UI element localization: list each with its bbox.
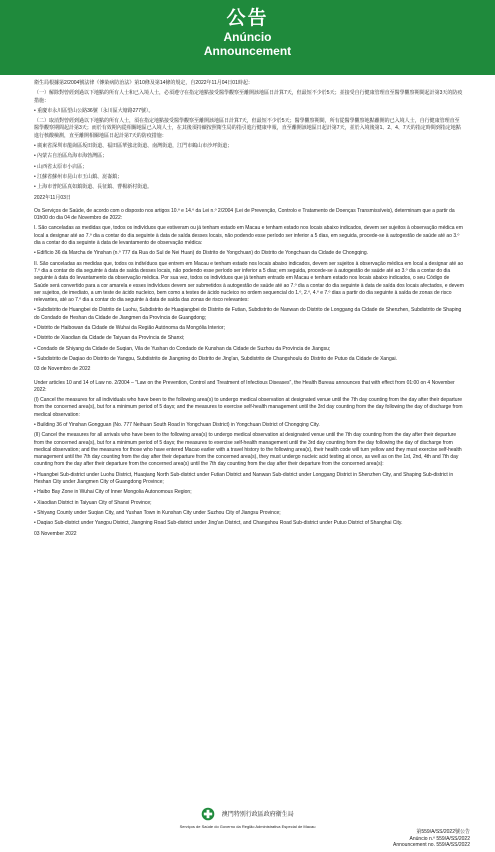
reference-portuguese: Anúncio n.º 559/A/SS/2022 (409, 835, 470, 842)
issuer-name-chinese: 澳門特別行政區政府衛生局 (221, 811, 294, 819)
zh-date: 2022年11月03日 (34, 194, 71, 201)
reference-english: Announcement no. 559/A/SS/2022 (392, 842, 470, 848)
zh-bullet-2: • 廣東省深圳市龍崗區坂田街道、福田區華強北街道、南灣街道，江門市鶴山市沙坪街道； (34, 143, 233, 150)
announcement-body (34, 80, 464, 544)
zh-bullet-3: • 內蒙古自治區烏海市海勃灣區； (34, 153, 108, 160)
pt-bullet-6: • Subdistrito de Daqiao do Distrito de Yangpu, Subdistrito de Jiangning do Distrito de Jing'an, Subdistrito de Changshoulu do Distrito de Putuo da Cidade de Xangai. (34, 355, 398, 362)
en-bullet-4: • Xiaodian District in Taiyuan City of Shanxi Province; (34, 499, 152, 506)
title-english: Announcement (203, 44, 292, 58)
en-paragraph-1: (I) Cancel the measures for all individuals who have been to the following area(s) to undergo medical observation at designated venue until the 7th day counting from the day after their departure from the concerned area(s), but for a minimum period of 5 days; and the measures to exercise self-health management until the 3rd day counting from the day following the day of discharge from medical observation: (34, 397, 463, 418)
en-intro: Under articles 10 and 14 of Law no. 2/2004 – "Law on the Prevention, Control and Treatment of Infectious Diseases", the Health Bureau announces that with effect from 01:00 on 4 November 2022: (34, 379, 455, 393)
en-bullet-5: • Shiyang County under Suqian City, and Yushan Town in Kunshan City under Suzhou City of Jiangsu Province; (34, 509, 281, 516)
zh-paragraph-2: （二）取消對曾經到過以下地點的所有人士，須在指定地點接受醫學觀察至離開該地區日計算7天，但最短不少於5天；醫學觀察期間，所有從醫學觀察地點離開的已入境人士，自行健康管理直至醫學觀察期間起計第3天；而於有效期內從相關地區已入境人士，在其後須持續按照衛生局的指引進行健康申報，直至離開該地區日起計第7天，並於入境後第1、2、4、7天的指定時間到指定地點進行核酸檢測，直至離開相關地區日起計第7天的防疫措施： (34, 118, 461, 139)
zh-paragraph-1: （一）解除對曾經到過以下地點的所有人士和已入境人士，必須遵守在指定地點接受醫學觀察至離開該地區日計算7天，但最短不少於5天；並接受自行健康管理直至醫學觀察期間起計第3天的防疫措施： (34, 90, 463, 104)
pt-paragraph-2: II. São canceladas as medidas que, todos os indivíduos que entrem em Macau e tenham estado nos locais abaixo indicados, devem ser sujeitos à observação médica em local a designar até ao 7.º dia a contar do dia seguinte à data de saída desses locais, não podendo esse período ser inferior a 5 dias; em seguida, procede-se à autogestão de saúde até ao 3.º dia a contar do dia seguinte à data do levantamento da observação médica. Por sua vez, todos os indivíduos que já tenham entrado em Macau e tenham estado nos locais abaixo indicados, o seu Código de Saúde será convertido para a cor amarela e esses indivíduos devem ser submetidos à autogestão de saúde até ao 7.º dia a contar do dia seguinte à data de saída dos locais afectados, e devem ser sujeitos, de imediato, a um teste de ácido nucleico, bem como a testes de ácido nucleico no ordem sequencial do 1.º, 2.º, 4.º e 7.º dias a partir do dia seguinte à saída de zonas de risco relevantes, até ao 7.º dia a contar do dia seguinte à data de saída das zonas de risco relevantes: (34, 260, 464, 304)
pt-paragraph-1: I. São canceladas as medidas que, todos os indivíduos que estiveram ou já tenham estado em Macau e tenham estado nos locais abaixo indicados, devem ser sujeitos à observação médica em local a designar até ao 7.º dia a contar do dia seguinte à data de saída desses locais, não podendo esse período ser inferior a 5 dias, em seguida, procede-se à autogestão de saúde até ao 3.º dia a contar do dia seguinte à data de levantamento de observação médica: (34, 225, 463, 247)
en-bullet-6: • Daqiao Sub-district under Yangpu District, Jiangning Road Sub-district under Jing'an District, and Changshou Road Sub-district under Putuo District of Shanghai City. (34, 520, 403, 527)
pt-bullet-1: • Edifício 36 da Marcha de Yinshan (n.º 777 da Rua do Sul de Nei Huan) do Distrito de Yongchuan) do Distrito de Yongchuan da Cidade de Chongqing. (34, 250, 369, 257)
zh-bullet-5: • 江蘇省蘇州市昆山市玉山鎮、崑崙鎮； (34, 173, 123, 180)
en-date: 03 November 2022 (34, 530, 77, 537)
health-bureau-logo-icon (201, 807, 215, 821)
issuer-footer (0, 805, 495, 829)
pt-intro: Os Serviços de Saúde, de acordo com o disposto nos artigos 10.º e 14.º da Lei n.º 2/2004 (Lei de Prevenção, Controlo e Tratamento de Doenças Transmissíveis), determinam que a partir da 01h00 do dia 04 de Novembro de 2022: (34, 207, 455, 222)
title-portuguese: Anúncio (223, 30, 272, 44)
zh-bullet-6: • 上海市普陀區真如鎮街道、長征鎮、曹楊新村街道。 (34, 184, 153, 191)
zh-bullet-4: • 山西省太原市小店區； (34, 163, 88, 170)
title-chinese: 公告 (226, 7, 269, 29)
en-bullet-1: • Building 36 of Yinshan Gongguan (No. 777 Neihuan South Road in Yongchuan District) in Yongchuan District of Chongqing City. (34, 421, 320, 428)
announcement-header (0, 0, 495, 75)
reference-chinese: 第559/A/SS/2022號公告 (416, 829, 470, 835)
en-bullet-2: • Huangbei Sub-district under Luohu District, Huaqiang North Sub-district under Futian District and Nanwan Sub-district under Longgang District in Shenzhen City, and Shaping Sub-district in Heshan City under Jiangmen City of Guangdong Province; (34, 471, 454, 486)
pt-bullet-3: • Distrito de Haibowan da Cidade de Wuhai da Região Autónoma da Mongólia Interior; (34, 325, 225, 332)
pt-date: 03 de Novembro de 2022 (34, 366, 91, 373)
zh-intro: 衛生局根據第2/2004號法律《傳染病防治法》第10條及第14條的規定，自2022年11月04日01時起： (34, 80, 253, 86)
pt-bullet-4: • Distrito de Xiaodian da Cidade de Taiyuan da Província de Shanxi; (34, 335, 185, 342)
zh-bullet-1: • 重慶市永川區望山公路36號（永川區大塘路277號）。 (34, 107, 154, 114)
announcement-reference-numbers (393, 829, 470, 849)
pt-bullet-2: • Subdistrito de Huangbei do Distrito de Luohu, Subdistrito de Huaqiangbei do Distrito de Futian, Subdistrito de Nanwan do Distrito de Longgang da Cidade de Shenzhen, Subdistrito de Shaping do Condado de Heshan da Cidade de Jiangmen da Província de Guangdong; (34, 307, 462, 321)
en-paragraph-2: (II) Cancel the measures for all arrivals who have been to the following area(s) to undergo medical observation at designated venue until the 7th day counting from the day after their departure from the concerned area(s), but for a minimum period of 5 days; the measures to exercise self-health management until the 3rd day counting from the day following the day of discharge from medical observation; and the measures for those who have entered Macao earlier with a travel history to the following area(s), their health code will turn yellow and they must exercise self-health management until the 7th day counting from the day after their departure from the concerned area(s), they must undergo nucleic acid testing at once, as well as on the 1st, 2nd, 4th and 7th day counting from the day after their departure from the concerned area(s) until the 7th day counting from the day after their departure from the concerned area(s): (34, 432, 462, 468)
pt-bullet-5: • Condado de Shiyang da Cidade de Suqian, Vila de Yushan do Condado de Kunshan da Cidade de Suzhou da Província de Jiangsu; (34, 345, 331, 352)
en-bullet-3: • Haibo Bay Zone in Wuhai City of Inner Mongolia Autonomous Region; (34, 489, 192, 496)
issuer-name-portuguese: Serviços de Saúde do Governo da Região Administrativa Especial de Macau (179, 824, 316, 829)
